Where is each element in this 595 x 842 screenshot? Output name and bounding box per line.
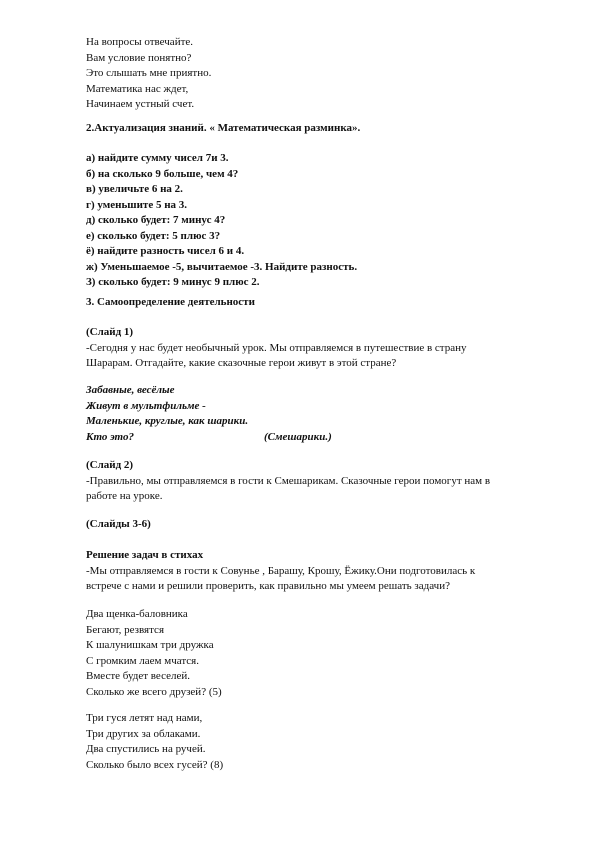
warmup-item: в) увеличьте 6 на 2. bbox=[86, 183, 183, 195]
warmup-item: ж) Уменьшаемое -5, вычитаемое -3. Найдите разность. bbox=[86, 260, 358, 273]
warmup-item: б) на сколько 9 больше, чем 4? bbox=[86, 167, 239, 180]
tasks-heading: Решение задач в стихах bbox=[86, 549, 204, 561]
section2-heading: 2.Актуализация знаний. « Математическая разминка». bbox=[86, 122, 361, 134]
warmup-item: З) сколько будет: 9 минус 9 плюс 2. bbox=[86, 276, 260, 288]
warmup-list bbox=[86, 151, 546, 291]
poem2-line: Сколько было всех гусей? (8) bbox=[86, 758, 224, 771]
slide2-text: работе на уроке. bbox=[86, 490, 163, 502]
intro-poem-line: Начинаем устный счет. bbox=[86, 98, 195, 110]
intro-poem-line: Математика нас ждет, bbox=[86, 82, 189, 95]
intro-poem-line: Вам условие понятно? bbox=[86, 51, 192, 64]
poem1 bbox=[86, 607, 546, 700]
section3-heading: 3. Самоопределение деятельности bbox=[86, 296, 255, 308]
intro-poem-line: Это слышать мне приятно. bbox=[86, 67, 212, 79]
intro-poem-line: На вопросы отвечайте. bbox=[86, 36, 194, 48]
riddle-question-row bbox=[86, 430, 546, 446]
tasks-intro: -Мы отправляемся в гости к Совунье , Барашу, Крошу, Ёжику.Они подготовилась к bbox=[86, 564, 476, 577]
slide1-text: -Сегодня у нас будет необычный урок. Мы отправляемся в путешествие в страну bbox=[86, 341, 467, 354]
poem1-line: Сколько же всего друзей? (5) bbox=[86, 685, 222, 698]
slide2-block bbox=[86, 458, 546, 505]
poem1-line: К шалунишкам три дружка bbox=[86, 639, 214, 651]
riddle-line: Забавные, весёлые bbox=[86, 384, 175, 396]
poem2 bbox=[86, 711, 546, 773]
warmup-item: е) сколько будет: 5 плюс 3? bbox=[86, 229, 221, 242]
riddle bbox=[86, 383, 546, 445]
riddle-line: Маленькие, круглые, как шарики. bbox=[86, 415, 249, 427]
slides36-label: (Слайды 3-6) bbox=[86, 518, 151, 530]
poem2-line: Три других за облаками. bbox=[86, 727, 201, 740]
warmup-item: г) уменьшите 5 на 3. bbox=[86, 198, 188, 211]
poem1-line: Два щенка-баловника bbox=[86, 608, 188, 620]
warmup-item: д) сколько будет: 7 минус 4? bbox=[86, 214, 226, 226]
poem1-line: С громким лаем мчатся. bbox=[86, 654, 199, 667]
warmup-item: ё) найдите разность чисел 6 и 4. bbox=[86, 245, 245, 257]
riddle-answer: (Смешарики.) bbox=[263, 430, 332, 443]
poem2-line: Три гуся летят над нами, bbox=[86, 712, 203, 724]
warmup-item: а) найдите сумму чисел 7и 3. bbox=[86, 152, 229, 164]
poem2-line: Два спустились на ручей. bbox=[86, 743, 206, 755]
poem1-line: Вместе будет веселей. bbox=[86, 670, 190, 682]
slide1-text: Шарарам. Отгадайте, какие сказочные герои живут в этой стране? bbox=[86, 357, 397, 369]
slide2-label: (Слайд 2) bbox=[86, 459, 134, 471]
riddle-question: Кто это? bbox=[86, 430, 134, 443]
riddle-line: Живут в мультфильме - bbox=[86, 399, 206, 412]
slide1-block bbox=[86, 325, 546, 372]
tasks-intro: встрече с нами и решили проверить, как правильно мы умеем решать задачи? bbox=[86, 580, 450, 592]
intro-poem bbox=[86, 35, 546, 113]
poem1-line: Бегают, резвятся bbox=[86, 623, 164, 636]
slide2-text: -Правильно, мы отправляемся в гости к Смешарикам. Сказочные герои помогут нам в bbox=[86, 474, 491, 487]
slide1-label: (Слайд 1) bbox=[86, 326, 134, 338]
tasks-block bbox=[86, 548, 546, 595]
